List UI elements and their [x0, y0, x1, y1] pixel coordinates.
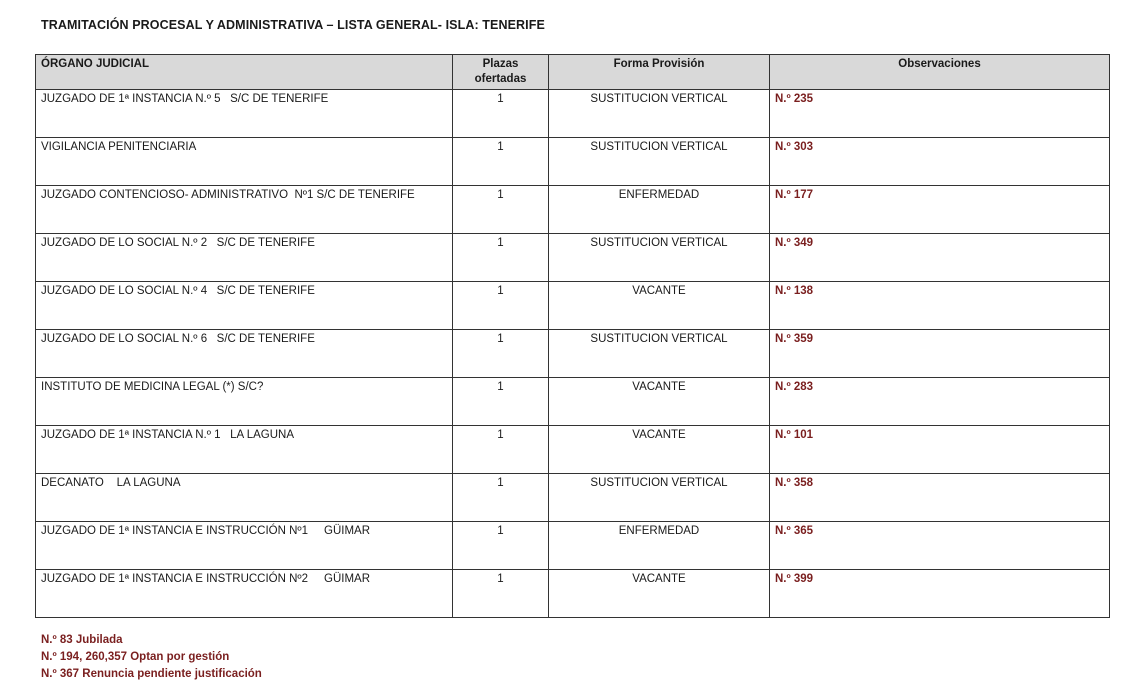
cell-forma: SUSTITUCION VERTICAL [549, 234, 770, 282]
table-row [36, 570, 1110, 618]
cell-forma: ENFERMEDAD [549, 522, 770, 570]
footnote-item: N.º 367 Renuncia pendiente justificación [41, 668, 262, 680]
cell-organo: JUZGADO DE LO SOCIAL N.º 2 S/C DE TENERIFE [36, 234, 453, 282]
cell-organo: VIGILANCIA PENITENCIARIA [36, 138, 453, 186]
cell-observaciones: N.º 235 [770, 90, 1110, 138]
cell-observaciones: N.º 399 [770, 570, 1110, 618]
table-row [36, 522, 1110, 570]
table-row [36, 234, 1110, 282]
cell-organo: JUZGADO CONTENCIOSO- ADMINISTRATIVO Nº1 S/C DE TENERIFE [36, 186, 453, 234]
cell-observaciones: N.º 365 [770, 522, 1110, 570]
table-row [36, 426, 1110, 474]
table-row [36, 474, 1110, 522]
footnote-item: N.º 194, 260,357 Optan por gestión [41, 651, 230, 663]
cell-organo: DECANATO LA LAGUNA [36, 474, 453, 522]
cell-plazas: 1 [453, 90, 549, 138]
table-row [36, 378, 1110, 426]
cell-forma: VACANTE [549, 426, 770, 474]
table-row [36, 186, 1110, 234]
cell-observaciones: N.º 101 [770, 426, 1110, 474]
footnotes [41, 632, 262, 683]
cell-organo: JUZGADO DE 1ª INSTANCIA E INSTRUCCIÓN Nº2 GÜIMAR [36, 570, 453, 618]
document-title: TRAMITACIÓN PROCESAL Y ADMINISTRATIVA – LISTA GENERAL- ISLA: TENERIFE [41, 18, 545, 32]
cell-observaciones: N.º 359 [770, 330, 1110, 378]
cell-forma: SUSTITUCION VERTICAL [549, 90, 770, 138]
cell-observaciones: N.º 283 [770, 378, 1110, 426]
header-forma: Forma Provisión [549, 55, 770, 90]
cell-observaciones: N.º 358 [770, 474, 1110, 522]
cell-plazas: 1 [453, 570, 549, 618]
cell-plazas: 1 [453, 234, 549, 282]
cell-forma: SUSTITUCION VERTICAL [549, 138, 770, 186]
table-row [36, 138, 1110, 186]
cell-organo: JUZGADO DE LO SOCIAL N.º 4 S/C DE TENERIFE [36, 282, 453, 330]
cell-organo: JUZGADO DE 1ª INSTANCIA N.º 1 LA LAGUNA [36, 426, 453, 474]
cell-plazas: 1 [453, 522, 549, 570]
cell-forma: SUSTITUCION VERTICAL [549, 474, 770, 522]
cell-plazas: 1 [453, 426, 549, 474]
cell-observaciones: N.º 303 [770, 138, 1110, 186]
cell-forma: VACANTE [549, 378, 770, 426]
footnote-item: N.º 83 Jubilada [41, 634, 123, 646]
cell-plazas: 1 [453, 138, 549, 186]
cell-observaciones: N.º 138 [770, 282, 1110, 330]
positions-table [35, 54, 1110, 618]
table-header-row [36, 55, 1110, 90]
header-plazas: Plazas ofertadas [453, 55, 549, 90]
cell-organo: INSTITUTO DE MEDICINA LEGAL (*) S/C? [36, 378, 453, 426]
cell-organo: JUZGADO DE 1ª INSTANCIA N.º 5 S/C DE TENERIFE [36, 90, 453, 138]
header-observaciones: Observaciones [770, 55, 1110, 90]
cell-forma: VACANTE [549, 282, 770, 330]
table-row [36, 282, 1110, 330]
cell-organo: JUZGADO DE 1ª INSTANCIA E INSTRUCCIÓN Nº1 GÜIMAR [36, 522, 453, 570]
header-organo: ÓRGANO JUDICIAL [36, 55, 453, 90]
cell-organo: JUZGADO DE LO SOCIAL N.º 6 S/C DE TENERIFE [36, 330, 453, 378]
cell-forma: SUSTITUCION VERTICAL [549, 330, 770, 378]
cell-plazas: 1 [453, 186, 549, 234]
cell-plazas: 1 [453, 378, 549, 426]
cell-forma: VACANTE [549, 570, 770, 618]
table-row [36, 90, 1110, 138]
cell-observaciones: N.º 349 [770, 234, 1110, 282]
table-row [36, 330, 1110, 378]
cell-forma: ENFERMEDAD [549, 186, 770, 234]
cell-plazas: 1 [453, 282, 549, 330]
cell-plazas: 1 [453, 330, 549, 378]
cell-plazas: 1 [453, 474, 549, 522]
cell-observaciones: N.º 177 [770, 186, 1110, 234]
